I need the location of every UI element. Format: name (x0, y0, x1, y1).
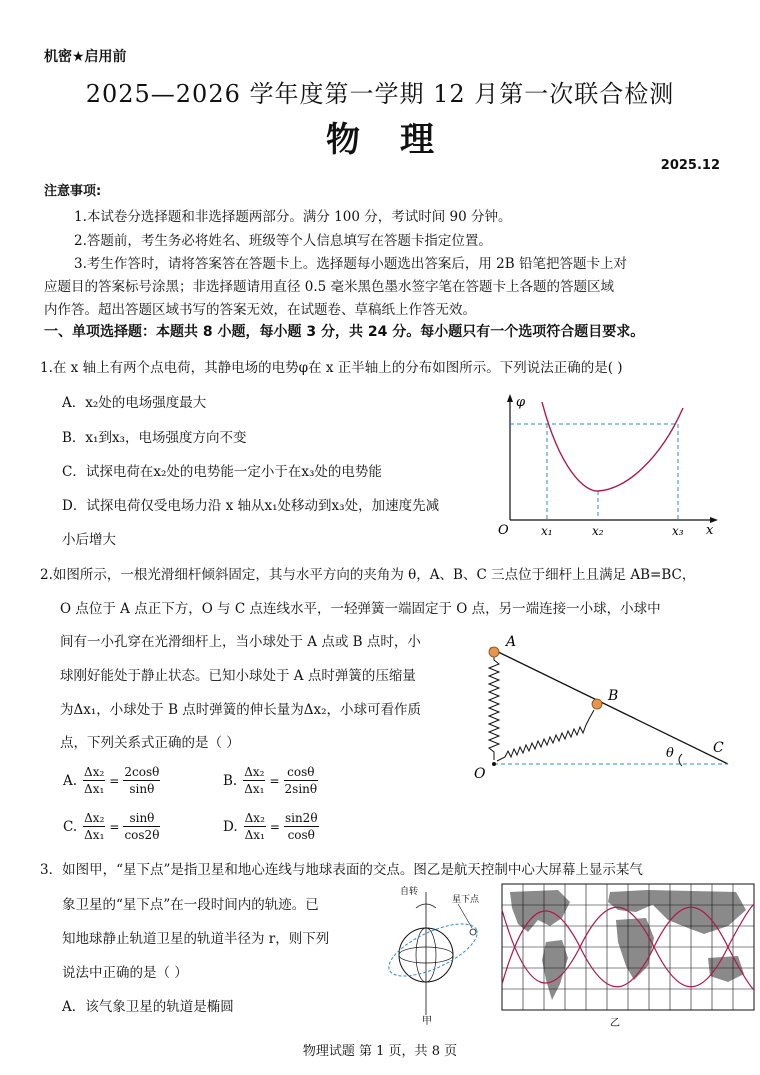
subject-title: 物理 (326, 120, 474, 160)
q2-option-a: A. Δx₂ = 2cosθ Δx₁ sinθ (63, 765, 160, 796)
label-jia: 甲 (422, 1016, 432, 1025)
ball-at-a (489, 647, 499, 657)
ball-at-b (592, 699, 602, 709)
label-subpoint: 星下点 (452, 895, 480, 905)
q2-line: 球刚好能处于静止状态。已知小球处于 A 点时弹簧的压缩量 (60, 668, 416, 684)
label-c: C (713, 740, 724, 756)
q1-option-d-cont: 小后增大 (62, 532, 116, 548)
q3-line: 知地球静止轨道卫星的轨道半径为 r，则下列 (62, 931, 330, 947)
exam-title: 2025—2026 学年度第一学期 12 月第一次联合检测 (85, 80, 675, 108)
q2-line: 为Δx₁，小球处于 B 点时弹簧的伸长量为Δx₂，小球可看作质 (60, 702, 422, 718)
q3-line: 说法中正确的是（ ） (62, 965, 188, 981)
q3-line: 3．如图甲，“星下点”是指卫星和地心连线与地球表面的交点。图乙是航天控制中心大屏幕上显示某气 (40, 862, 643, 878)
q1-potential-graph (490, 390, 730, 540)
q2-option-d: D. Δx₂ = sin2θ Δx₁ cosθ (223, 811, 318, 842)
subpoint-pointer (458, 904, 472, 928)
q2-line: 间有一小孔穿在光滑细杆上，当小球处于 A 点或 B 点时，小 (60, 634, 421, 650)
label-a: A (506, 634, 517, 650)
q2-option-c: C. Δx₂ = sinθ Δx₁ cos2θ (63, 811, 160, 842)
q2-line: 点，下列关系式正确的是（ ） (60, 735, 240, 751)
satellite-orbit (382, 913, 484, 986)
notice-item: 2.答题前，考生务必将姓名、班级等个人信息填写在答题卡指定位置。 (74, 233, 492, 249)
spring-ob (497, 710, 594, 761)
q3-ground-track-figure (498, 880, 760, 1030)
notice-item: 内作答。超出答题区域书写的答案无效，在试题卷、草稿纸上作答无效。 (44, 302, 476, 318)
q2-line: 2.如图所示，一根光滑细杆倾斜固定，其与水平方向的夹角为 θ，A、B、C 三点位于细杆上且满足 AB=BC， (40, 567, 696, 583)
page-footer: 物理试题 第 1 页，共 8 页 (302, 1044, 458, 1059)
q1-option-c: C．试探电荷在x₂处的电势能一定小于在x₃处的电势能 (62, 464, 382, 480)
q3-line: 象卫星的“星下点”在一段时间内的轨迹。已 (62, 897, 319, 913)
label-rotation: 自转 (400, 887, 419, 897)
potential-curve (542, 402, 683, 491)
y-axis-arrow-icon (507, 394, 513, 402)
q1-option-a: A．x₂处的电场强度最大 (62, 395, 207, 411)
q2-option-b: B. Δx₂ = cosθ Δx₁ 2sinθ (223, 765, 318, 796)
label-theta: θ (666, 746, 674, 761)
exam-date: 2025.12 (660, 158, 720, 173)
notice-item: 应题目的答案标号涂黑；非选择题请用直径 0.5 毫米黑色墨水签字笔在答题卡上各题的答题区域 (44, 279, 615, 295)
section-heading: 一、单项选择题：本题共 8 小题，每小题 3 分，共 24 分。每小题只有一个选项符合题目要求。 (44, 324, 645, 340)
satellite-icon (470, 929, 476, 935)
label-b: B (608, 688, 619, 704)
q3-line: A．该气象卫星的轨道是椭圆 (62, 999, 234, 1015)
q1-option-b: B．x₁到x₃，电场强度方向不变 (62, 430, 247, 446)
notice-heading: 注意事项: (44, 184, 102, 199)
notice-item: 3.考生作答时，请将答案答在答题卡上。选择题每小题选出答案后，用 2B 铅笔把答题卡上对 (74, 256, 627, 272)
label-yi: 乙 (610, 1018, 620, 1029)
tick-label-x1: x₁ (541, 524, 553, 538)
confidential-mark: 机密★启用前 (44, 49, 127, 65)
notice-item: 1.本试卷分选择题和非选择题两部分。满分 100 分，考试时间 90 分钟。 (74, 209, 512, 225)
origin-label: O (498, 523, 509, 538)
point-o (492, 762, 496, 766)
tick-label-x3: x₃ (672, 524, 684, 538)
q1-option-d: D．试探电荷仅受电场力沿 x 轴从x₁处移动到x₃处，加速度先减 (62, 498, 440, 514)
tick-label-x2: x₂ (592, 524, 604, 538)
q1-stem: 1.在 x 轴上有两个点电荷，其静电场的电势φ在 x 正半轴上的分布如图所示。下列说法正确的是( ) (40, 360, 623, 376)
label-o: O (474, 766, 486, 780)
q2-line: O 点位于 A 点正下方，O 与 C 点连线水平，一轻弹簧一端固定于 O 点，另一端连接一小球，小球中 (60, 601, 661, 617)
q2-incline-figure (470, 630, 740, 780)
spring-oa (489, 654, 499, 760)
y-axis-label: φ (516, 395, 526, 410)
q3-globe-figure (378, 880, 488, 1025)
x-axis-label: x (706, 523, 714, 538)
